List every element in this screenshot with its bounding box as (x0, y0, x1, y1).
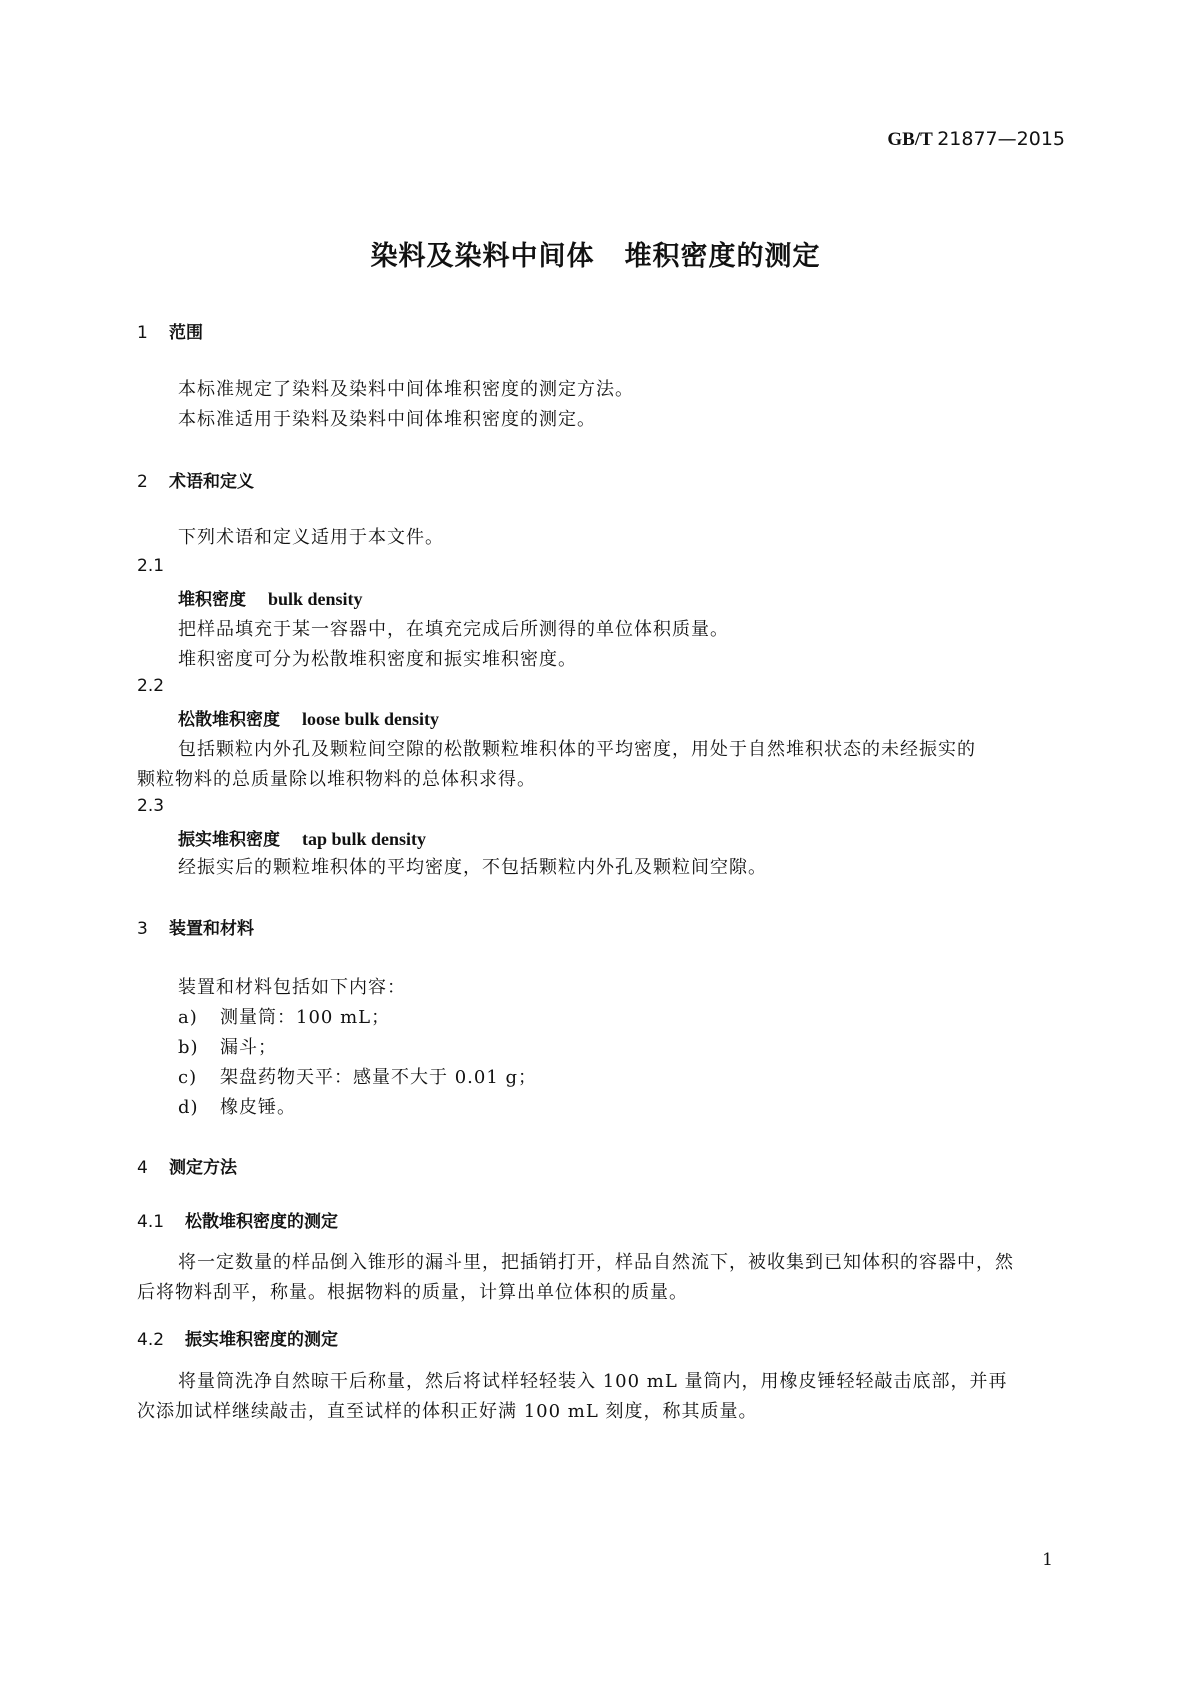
subsection-4-1-title: 松散堆积密度的测定 (185, 1212, 338, 1232)
term-2-2-heading (178, 705, 439, 730)
term-2-3-zh: 振实堆积密度 (178, 830, 280, 850)
term-2-2-number: 2.2 (137, 676, 165, 696)
list-item (178, 1093, 296, 1119)
title-part-2: 堆积密度的测定 (624, 241, 821, 272)
list-item-text: 测量筒：100 mL； (220, 1007, 391, 1028)
list-item (178, 1003, 390, 1029)
section-3-heading (137, 914, 254, 939)
term-2-1-en: bulk density (268, 589, 363, 609)
section-1-heading (137, 318, 203, 343)
term-2-3-heading (178, 825, 426, 850)
section-1-title: 范围 (169, 323, 203, 343)
term-2-1-heading (178, 585, 363, 610)
section-2-title: 术语和定义 (169, 472, 254, 492)
term-2-3-line-1: 经振实后的颗粒堆积体的平均密度，不包括颗粒内外孔及颗粒间空隙。 (178, 857, 767, 878)
subsection-4-1-line-2: 后将物料刮平，称量。根据物料的质量，计算出单位体积的质量。 (137, 1282, 688, 1303)
subsection-4-2-number: 4.2 (137, 1330, 165, 1350)
section-4-title: 测定方法 (169, 1158, 237, 1178)
term-2-3-en: tap bulk density (302, 829, 427, 849)
subsection-4-1-line-1: 将一定数量的样品倒入锥形的漏斗里，把插销打开，样品自然流下，被收集到已知体积的容器中，然 (178, 1252, 1014, 1273)
list-item-text: 橡皮锤。 (220, 1097, 296, 1118)
section-3-title: 装置和材料 (169, 919, 254, 939)
subsection-4-2-line-2: 次添加试样继续敲击，直至试样的体积正好满 100 mL 刻度，称其质量。 (137, 1401, 758, 1422)
standard-prefix: GB/T (887, 129, 933, 150)
list-item-marker: a) (178, 1007, 198, 1028)
list-item-marker: d) (178, 1097, 199, 1118)
standard-number: 21877—2015 (937, 128, 1065, 150)
section-1-para-1: 本标准规定了染料及染料中间体堆积密度的测定方法。 (178, 379, 634, 400)
term-2-2-line-1: 包括颗粒内外孔及颗粒间空隙的松散颗粒堆积体的平均密度，用处于自然堆积状态的未经振实的 (178, 739, 976, 760)
list-item-text: 架盘药物天平：感量不大于 0.01 g； (220, 1067, 538, 1088)
section-1-para-2: 本标准适用于染料及染料中间体堆积密度的测定。 (178, 409, 596, 430)
document-title (0, 234, 1191, 273)
subsection-4-2-title: 振实堆积密度的测定 (185, 1330, 338, 1350)
subsection-4-1-heading (137, 1207, 338, 1232)
term-2-3-number: 2.3 (137, 796, 165, 816)
title-part-1: 染料及染料中间体 (370, 241, 595, 272)
term-2-1-line-2: 堆积密度可分为松散堆积密度和振实堆积密度。 (178, 649, 577, 670)
page-number: 1 (1042, 1550, 1053, 1570)
list-item-marker: c) (178, 1067, 198, 1088)
list-item (178, 1063, 537, 1089)
subsection-4-2-line-1: 将量筒洗净自然晾干后称量，然后将试样轻轻装入 100 mL 量筒内，用橡皮锤轻轻敲击底部，并再 (178, 1371, 1008, 1392)
section-3-number: 3 (137, 919, 148, 939)
term-2-2-line-2: 颗粒物料的总质量除以堆积物料的总体积求得。 (137, 769, 536, 790)
list-item-marker: b) (178, 1037, 199, 1058)
section-2-heading (137, 467, 254, 492)
standard-code (887, 128, 1065, 151)
term-2-1-line-1: 把样品填充于某一容器中，在填充完成后所测得的单位体积质量。 (178, 619, 729, 640)
list-item (178, 1033, 277, 1059)
subsection-4-1-number: 4.1 (137, 1212, 165, 1232)
term-2-1-zh: 堆积密度 (178, 590, 246, 610)
section-2-intro: 下列术语和定义适用于本文件。 (178, 527, 444, 548)
term-2-1-number: 2.1 (137, 556, 165, 576)
section-4-number: 4 (137, 1158, 148, 1178)
subsection-4-2-heading (137, 1325, 338, 1350)
section-3-intro: 装置和材料包括如下内容： (178, 977, 406, 998)
term-2-2-en: loose bulk density (302, 709, 440, 729)
term-2-2-zh: 松散堆积密度 (178, 710, 280, 730)
section-2-number: 2 (137, 472, 148, 492)
list-item-text: 漏斗； (220, 1037, 277, 1058)
section-4-heading (137, 1153, 237, 1178)
section-1-number: 1 (137, 323, 148, 343)
